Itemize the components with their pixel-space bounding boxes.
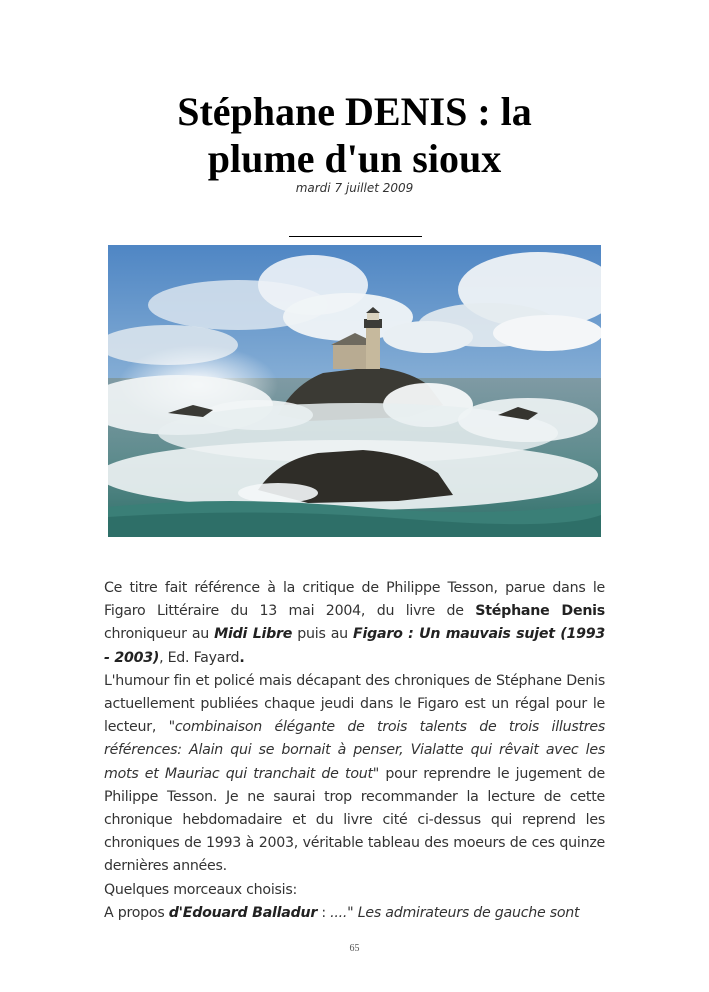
lighthouse-photo [108,245,601,537]
article-body [104,577,605,925]
page-number: 65 [349,943,360,954]
author-name: Stéphane Denis [475,603,605,620]
title-line-1: Stéphane DENIS : la [177,89,532,134]
newspaper-midi-libre: Midi Libre [214,626,293,643]
paragraph-2: L'humour fin et policé mais décapant des chroniques de Stéphane Denis actuellement publiées chaque jeudi dans le Figaro est un régal pour le lecteur, "combinaison élégante de trois talents de trois illustres références: Alain qui se bornait à penser, Vialatte qui rêvait avec les mots et Mauriac qui tranchait de tout" pour reprendre le jugement de Philippe Tesson. Je ne saurai trop recommander la lecture de cette chronique hebdomadaire et du livre cité ci-dessus qui reprend les chroniques de 1993 à 2003, véritable tableau des moeurs de ces quinze dernières années. [104,672,605,875]
paragraph-1: Ce titre fait référence à la critique de Philippe Tesson, parue dans le Figaro Littéraire du 13 mai 2004, du livre de Stéphane Denis chroniqueur au Midi Libre puis au Figaro : Un mauvais sujet (1993 - 2003), Ed. Fayard. [104,580,606,666]
tesson-quote: "combinaison élégante de trois talents de trois illustres références: Alain qui se bornait à penser, Vialatte qui rêvait avec les mots et Mauriac qui tranchait de tout" [104,719,605,782]
title-line-2: plume d'un sioux [207,136,502,181]
article-title [104,88,605,182]
separator-rule [289,236,422,237]
book-title: Figaro : Un mauvais sujet (1993 - 2003) [104,626,606,666]
paragraph-4: A propos d'Edouard Balladur : ...." Les admirateurs de gauche sont [104,904,580,921]
article-date: mardi 7 juillet 2009 [295,181,414,195]
paragraph-3: Quelques morceaux choisis: [104,881,298,898]
lighthouse-storm-image [108,245,601,537]
balladur-name: d'Edouard Balladur [168,904,318,921]
